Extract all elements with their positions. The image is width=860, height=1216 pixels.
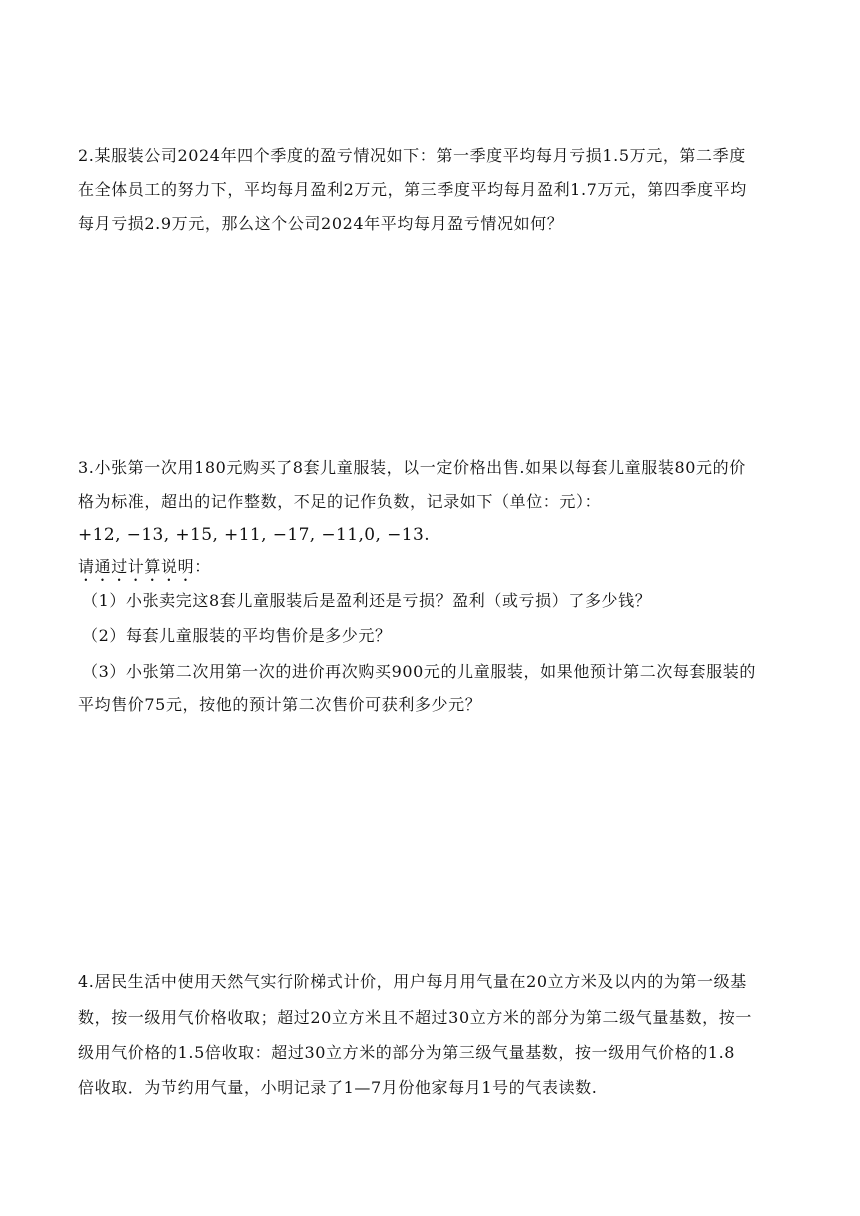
problem-2-line-1: 2.某服装公司2024年四个季度的盈亏情况如下：第一季度平均每月亏损1.5万元，第二季度 <box>78 146 746 165</box>
problem-2-line-2: 在全体员工的努力下，平均每月盈利2万元，第三季度平均每月盈利1.7万元，第四季度平均 <box>78 180 747 199</box>
problem-3-instruction-row <box>78 557 788 585</box>
problem-3-question-3-line-1: （3）小张第二次用第一次的进价再次购买900元的儿童服装，如果他预计第二次每套服装的 <box>82 662 756 681</box>
problem-3-question-3-line-2: 平均售价75元，按他的预计第二次售价可获利多少元？ <box>78 695 482 714</box>
problem-3-line-2: 格为标准，超出的记作整数，不足的记作负数，记录如下（单位：元）： <box>78 492 602 511</box>
problem-4-line-4: 倍收取．为节约用气量，小明记录了1—7月份他家每月1号的气表读数. <box>78 1078 598 1097</box>
problem-3-record: +12, −13, +15, +11, −17, −11,0, −13. <box>78 525 431 545</box>
problem-3-question-2: （2）每套儿童服装的平均售价是多少元？ <box>82 626 392 645</box>
problem-4-line-1: 4.居民生活中使用天然气实行阶梯式计价，用户每月用气量在20立方米及以内的为第一级基 <box>78 972 747 991</box>
problem-2-line-3: 每月亏损2.9万元，那么这个公司2024年平均每月盈亏情况如何？ <box>78 214 564 233</box>
problem-3-line-1: 3.小张第一次用180元购买了8套儿童服装，以一定价格出售.如果以每套儿童服装80元的价 <box>78 458 746 477</box>
problem-3-question-1: （1）小张卖完这8套儿童服装后是盈利还是亏损？盈利（或亏损）了多少钱？ <box>82 591 652 610</box>
problem-4-line-2: 数，按一级用气价格收取；超过20立方米且不超过30立方米的部分为第二级气量基数，按一 <box>78 1008 752 1027</box>
problem-3-instruction: 请通过计算说明： <box>78 557 211 576</box>
problem-4-line-3: 级用气价格的1.5倍收取：超过30立方米的部分为第三级气量基数，按一级用气价格的1.8 <box>78 1043 736 1062</box>
